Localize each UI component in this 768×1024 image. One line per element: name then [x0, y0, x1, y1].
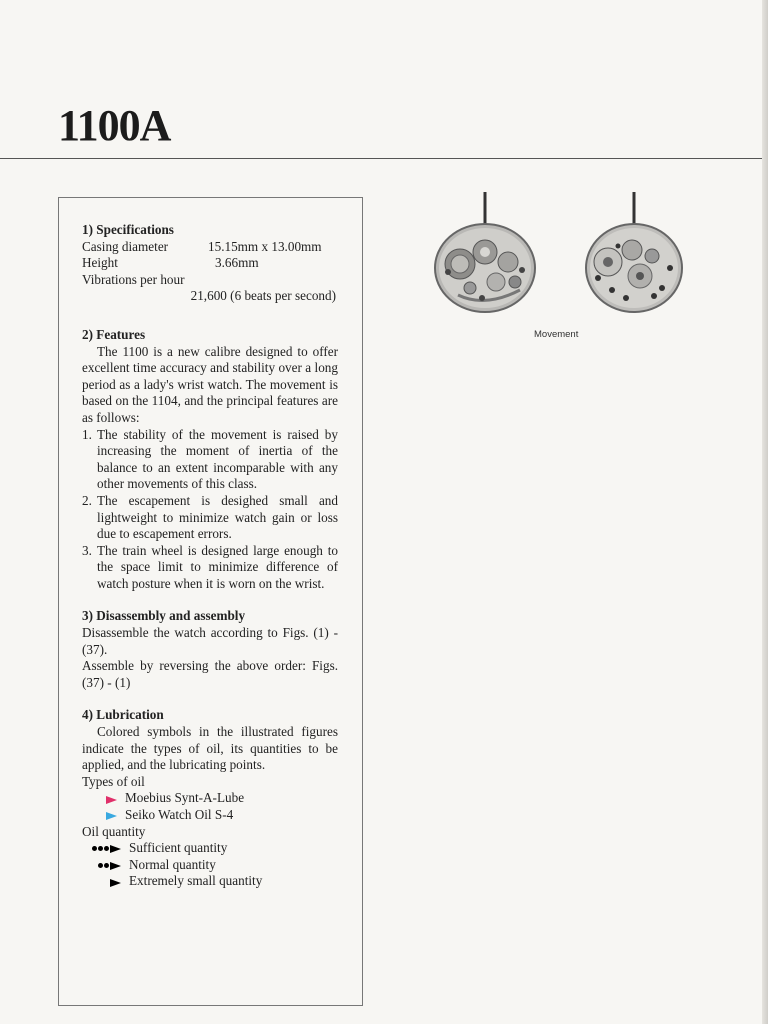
- height-value: 3.66mm: [215, 255, 259, 271]
- oil-name: Moebius Synt-A-Lube: [125, 790, 245, 806]
- disassembly-heading: 3) Disassembly and assembly: [82, 608, 246, 624]
- lubrication-intro: Colored symbols in the illustrated figures indicate the types of oil, its quantities to be applied, and the lubricating points.: [82, 724, 338, 773]
- casing-value: 15.15mm x 13.00mm: [208, 238, 322, 254]
- features-intro: The 1100 is a new calibre designed to offer excellent time accuracy and stability over a long period as a lady's wrist watch. The movement is based on the 1104, and the principal features are as follows:: [82, 343, 338, 425]
- page-title: 1100A: [58, 101, 171, 150]
- item-text: The train wheel is designed large enough to the space limit to minimize difference of watch posture when it is worn on the wrist.: [97, 542, 338, 591]
- lubrication-heading: 4) Lubrication: [82, 707, 164, 723]
- vibrations-value: 21,600 (6 beats per second): [190, 288, 336, 304]
- page-edge: [762, 0, 768, 1024]
- arrow-symbol-icon: [82, 878, 129, 886]
- title-rule: [0, 158, 762, 159]
- movement-back-image: [582, 190, 692, 330]
- quantity-text: Extremely small quantity: [129, 873, 263, 889]
- specifications-heading: 1) Specifications: [82, 222, 174, 237]
- list-item: [82, 543, 338, 593]
- quantity-row: [82, 857, 338, 874]
- pink-oil-symbol-icon: [106, 796, 117, 804]
- item-text: The stability of the movement is raised by increasing the moment of inertia of the balance to an extent incomparable with any other movements of this class.: [97, 426, 338, 492]
- oil-type-row: [82, 807, 338, 824]
- movement-front-image: [430, 190, 548, 330]
- quantity-text: Sufficient quantity: [129, 840, 228, 856]
- blue-oil-symbol-icon: [106, 812, 117, 820]
- quantity-row: [82, 873, 338, 890]
- oil-types-label: Types of oil: [82, 773, 145, 789]
- item-number: 1.: [82, 426, 92, 442]
- three-dot-symbol-icon: [82, 844, 129, 852]
- casing-label: Casing diameter: [82, 238, 169, 254]
- assembly-text: Assemble by reversing the above order: Figs. (37) - (1): [82, 658, 338, 690]
- oil-name: Seiko Watch Oil S-4: [125, 807, 234, 822]
- features-heading: 2) Features: [82, 326, 146, 342]
- vibrations-label: Vibrations per hour: [82, 271, 185, 287]
- quantity-row: [82, 840, 338, 857]
- quantity-text: Normal quantity: [129, 856, 216, 872]
- item-text: The escapement is desighed small and lightweight to minimize watch gain or loss due to escapement errors.: [97, 492, 338, 542]
- oil-type-row: [82, 790, 338, 807]
- list-item: [82, 493, 338, 543]
- features-list: [82, 427, 338, 593]
- figure-caption: Movement: [534, 329, 579, 340]
- list-item: [82, 427, 338, 493]
- oil-quantity-label: Oil quantity: [82, 823, 146, 839]
- disassembly-text: Disassemble the watch according to Figs. (1) - (37).: [82, 625, 338, 657]
- specification-text: [82, 222, 338, 890]
- two-dot-symbol-icon: [82, 861, 129, 869]
- item-number: 3.: [82, 542, 92, 558]
- spec-casing-row: [82, 239, 338, 256]
- height-label: Height: [82, 255, 118, 271]
- spec-height-row: [82, 255, 338, 272]
- item-number: 2.: [82, 492, 92, 508]
